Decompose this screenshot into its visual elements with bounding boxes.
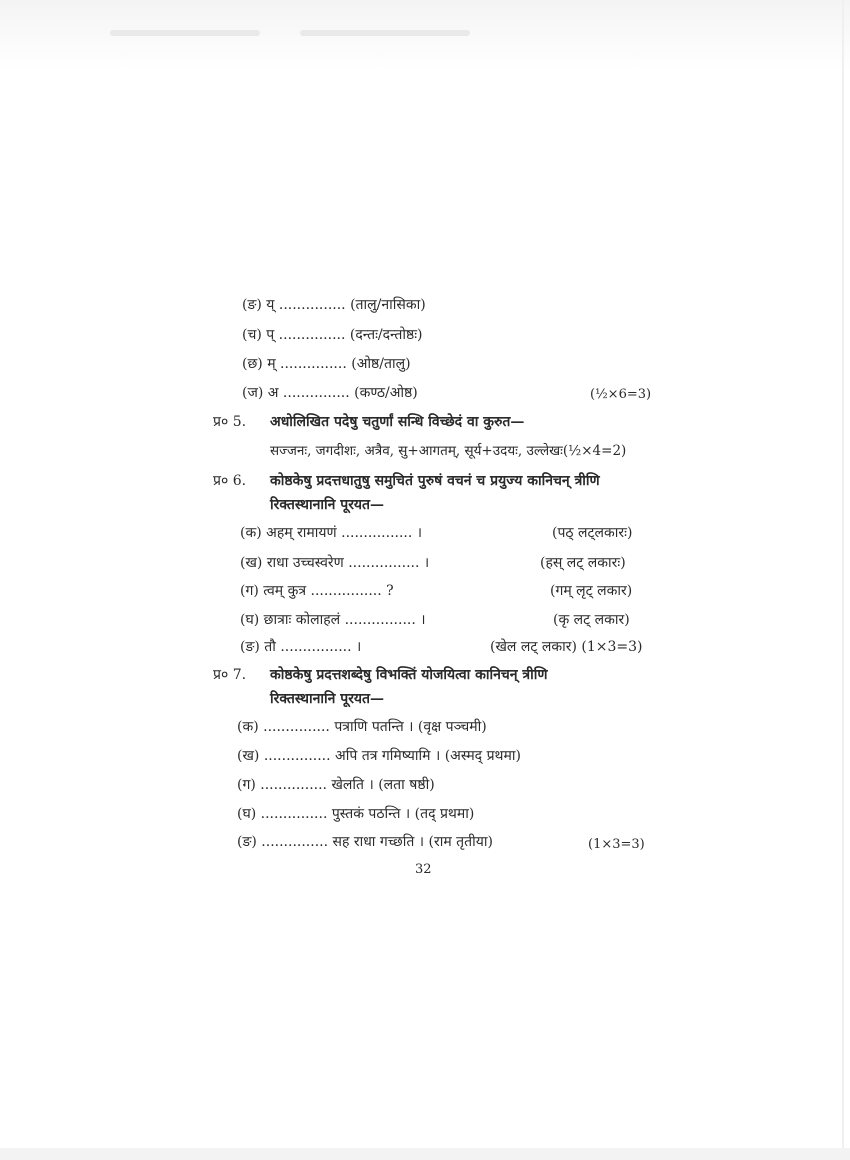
scan-edge-bottom [0, 1148, 850, 1160]
q4-item-chha: (छ) म् ............... (ओष्ठ/तालु) [242, 356, 411, 372]
scan-edge-right [842, 0, 844, 1160]
q6-number: प्र० 6. [213, 473, 247, 489]
q6-item-ka: (क) अहम् रामायणं ................ । [240, 525, 423, 541]
q4-marks: (½×6=3) [590, 387, 652, 402]
page-number: 32 [415, 862, 432, 877]
q6-item-ga: (ग) त्वम् कुत्र ................ ? [240, 583, 394, 599]
q6-text-line2: रिक्तस्थानानि पूरयत— [270, 497, 385, 513]
q4-item-nga: (ङ) य् ............... (तालु/नासिका) [242, 297, 426, 313]
q7-item-ga: (ग) ............... खेलति । (लता षष्ठी) [237, 777, 435, 793]
q6-item-gha-hint: (कृ लट् लकार) [553, 612, 630, 628]
q5-words: सज्जनः, जगदीशः, अत्रैव, सु+आगतम्, सूर्य+उदयः, उल्लेखः(½×4=2) [270, 443, 627, 459]
q6-item-ka-hint: (पठ् लट्लकारः) [552, 525, 633, 541]
bleed-through-text [110, 30, 260, 36]
q5-number: प्र० 5. [213, 414, 247, 430]
bleed-through-text [300, 30, 470, 36]
q6-item-kha-hint: (हस् लट् लकारः) [540, 555, 626, 571]
q7-text-line1: कोष्ठकेषु प्रदत्तशब्देषु विभक्तिं योजयित्वा कानिचन् त्रीणि [270, 667, 548, 683]
q7-item-gha: (घ) ............... पुस्तकं पठन्ति । (तद् प्रथमा) [237, 806, 475, 822]
q5-text: अधोलिखित पदेषु चतुर्णां सन्धि विच्छेदं वा कुरुत— [270, 414, 525, 430]
q6-item-nga-hint: (खेल लट् लकार) (1×3=3) [490, 639, 643, 655]
q7-item-nga: (ङ) ............... सह राधा गच्छति । (राम तृतीया) [237, 834, 493, 850]
q7-text-line2: रिक्तस्थानानि पूरयत— [270, 691, 385, 707]
q6-item-ga-hint: (गम् लृट् लकार) [550, 583, 633, 599]
q6-text-line1: कोष्ठकेषु प्रदत्तधातुषु समुचितं पुरुषं वचनं च प्रयुज्य कानिचन् त्रीणि [270, 473, 600, 489]
q6-item-nga: (ङ) तौ ................ । [240, 639, 362, 655]
q6-item-kha: (ख) राधा उच्चस्वरेण ................ । [240, 555, 430, 571]
q6-item-gha: (घ) छात्राः कोलाहलं ................ । [240, 612, 426, 628]
q7-item-kha: (ख) ............... अपि तत्र गमिष्यामि । (अस्मद् प्रथमा) [237, 748, 521, 764]
q7-marks: (1×3=3) [588, 837, 645, 852]
q7-item-ka: (क) ............... पत्राणि पतन्ति । (वृक्ष पञ्चमी) [237, 719, 487, 735]
q4-item-ja: (ज) अ ............... (कण्ठ/ओष्ठ) [242, 385, 418, 401]
q7-number: प्र० 7. [213, 667, 247, 683]
q4-item-cha: (च) प् ............... (दन्तः/दन्तोष्ठः) [242, 327, 423, 343]
